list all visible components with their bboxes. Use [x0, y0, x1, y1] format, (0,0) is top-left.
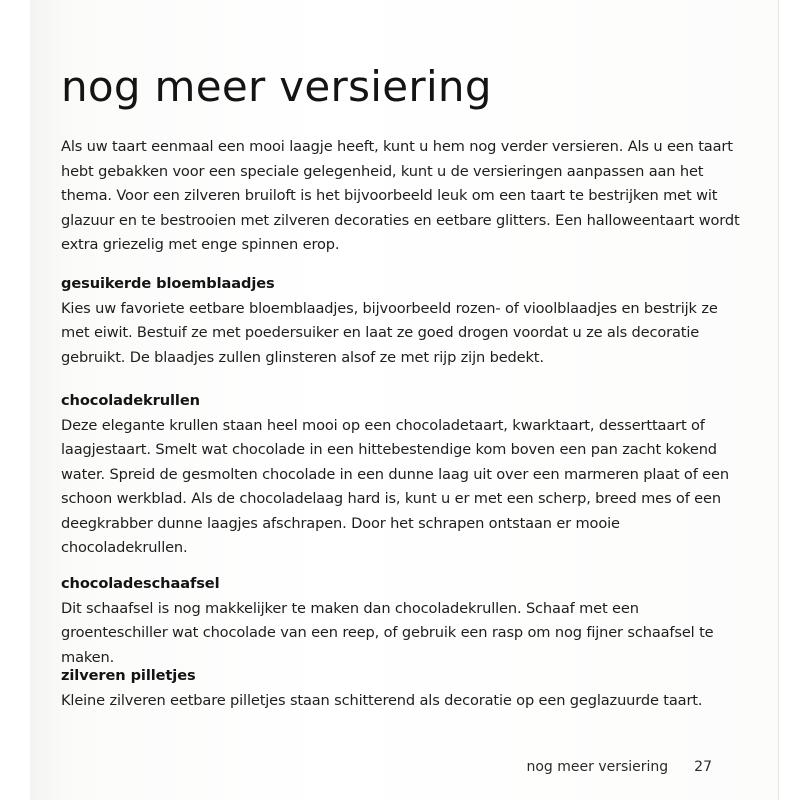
page-title: nog meer versiering	[61, 62, 492, 111]
section-chocoladeschaafsel	[61, 572, 741, 670]
section-paragraph: Kleine zilveren eetbare pilletjes staan schitterend als decoratie op een geglazuurde taart.	[61, 691, 703, 709]
running-title: nog meer versiering	[526, 759, 669, 775]
section-paragraph: Dit schaafsel is nog makkelijker te maken dan chocoladekrullen. Schaaf met een groenteschiller wat chocolade van een reep, of gebruik een rasp om nog fijner schaafsel te maken.	[61, 599, 714, 666]
section-heading: chocoladekrullen	[61, 392, 200, 409]
page-number: 27	[694, 759, 712, 775]
section-gesuikerde-bloemblaadjes	[61, 272, 741, 370]
section-paragraph: Deze elegante krullen staan heel mooi op een chocoladetaart, kwarktaart, desserttaart of laagjestaart. Smelt wat chocolade in een hittebestendige kom boven een pan zacht kokend water. Spreid de gesmolten chocolade in een dunne laag uit over een marmeren plaat of een schoon werkblad. Als de chocoladelaag hard is, kunt u er met een scherp, breed mes of een deegkrabber dunne laagjes afschrapen. Door het schrapen ontstaan er mooie chocoladekrullen.	[61, 416, 729, 556]
section-zilveren-pilletjes	[61, 664, 741, 713]
section-heading: zilveren pilletjes	[61, 667, 196, 684]
book-page	[30, 0, 778, 800]
section-paragraph: Kies uw favoriete eetbare bloemblaadjes, bijvoorbeeld rozen- of vioolblaadjes en bestrijk ze met eiwit. Bestuif ze met poedersuiker en laat ze goed drogen voordat u ze als decoratie gebruikt. De blaadjes zullen glinsteren alsof ze met rijp zijn bedekt.	[61, 299, 718, 366]
section-heading: chocoladeschaafsel	[61, 575, 220, 592]
section-chocoladekrullen	[61, 389, 741, 561]
intro-paragraph: Als uw taart eenmaal een mooi laagje heeft, kunt u hem nog verder versieren. Als u een taart hebt gebakken voor een speciale gelegenheid, kunt u de versieringen aanpassen aan het thema. Voor een zilveren bruiloft is het bijvoorbeeld leuk om een taart te bestrijken met wit glazuur en te bestrooien met zilveren decoraties en eetbare glitters. Een halloweentaart wordt extra griezelig met enge spinnen erop.	[61, 138, 740, 253]
page-footer	[526, 759, 712, 775]
section-heading: gesuikerde bloemblaadjes	[61, 275, 275, 292]
